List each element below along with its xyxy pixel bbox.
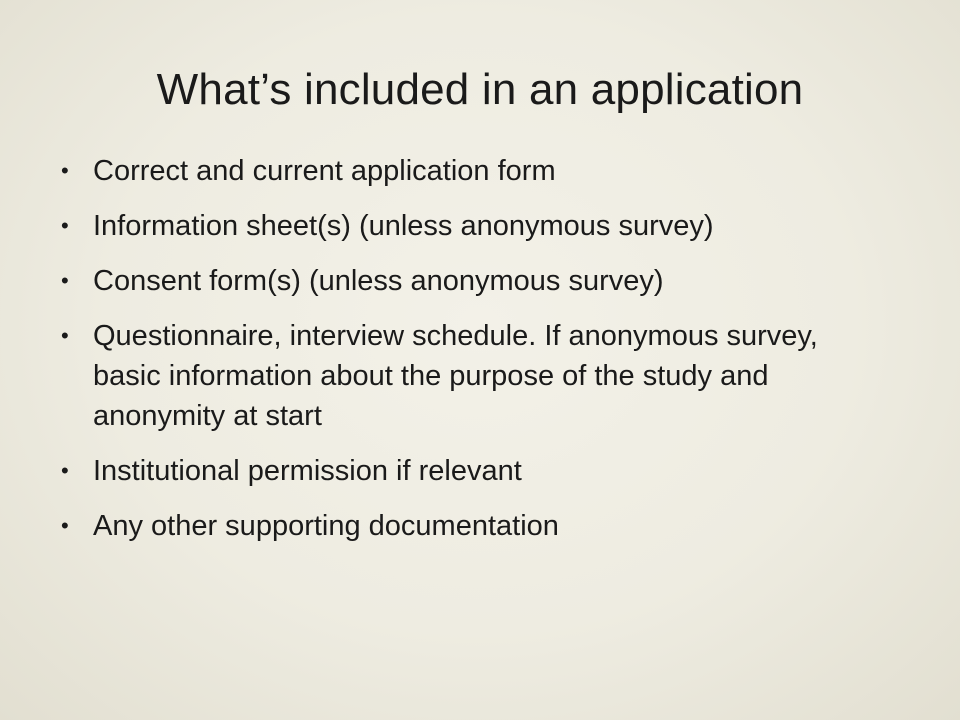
- bullet-item-consent-form: [59, 261, 889, 301]
- bullet-text: Institutional permission if relevant: [93, 455, 522, 487]
- bullet-dot-icon: •: [61, 268, 69, 293]
- bullet-item-supporting-documentation: [59, 506, 889, 546]
- bullet-dot-icon: •: [61, 458, 69, 483]
- slide-title: What’s included in an application: [156, 65, 804, 114]
- bullet-text: Consent form(s) (unless anonymous survey): [93, 265, 664, 297]
- bullet-item-questionnaire: [59, 316, 889, 436]
- bullet-dot-icon: •: [61, 513, 69, 538]
- bullet-text: Information sheet(s) (unless anonymous survey): [93, 210, 714, 242]
- bullet-text: Correct and current application form: [93, 155, 556, 187]
- bullet-text: Questionnaire, interview schedule. If anonymous survey, basic information about the purpose of the study and anonymity at start: [93, 320, 818, 432]
- bullet-dot-icon: •: [61, 323, 69, 348]
- bullet-item-information-sheet: [59, 206, 889, 246]
- bullet-list: [59, 151, 889, 561]
- bullet-item-application-form: [59, 151, 889, 191]
- bullet-dot-icon: •: [61, 213, 69, 238]
- bullet-text: Any other supporting documentation: [93, 510, 559, 542]
- bullet-item-institutional-permission: [59, 451, 889, 491]
- bullet-dot-icon: •: [61, 158, 69, 183]
